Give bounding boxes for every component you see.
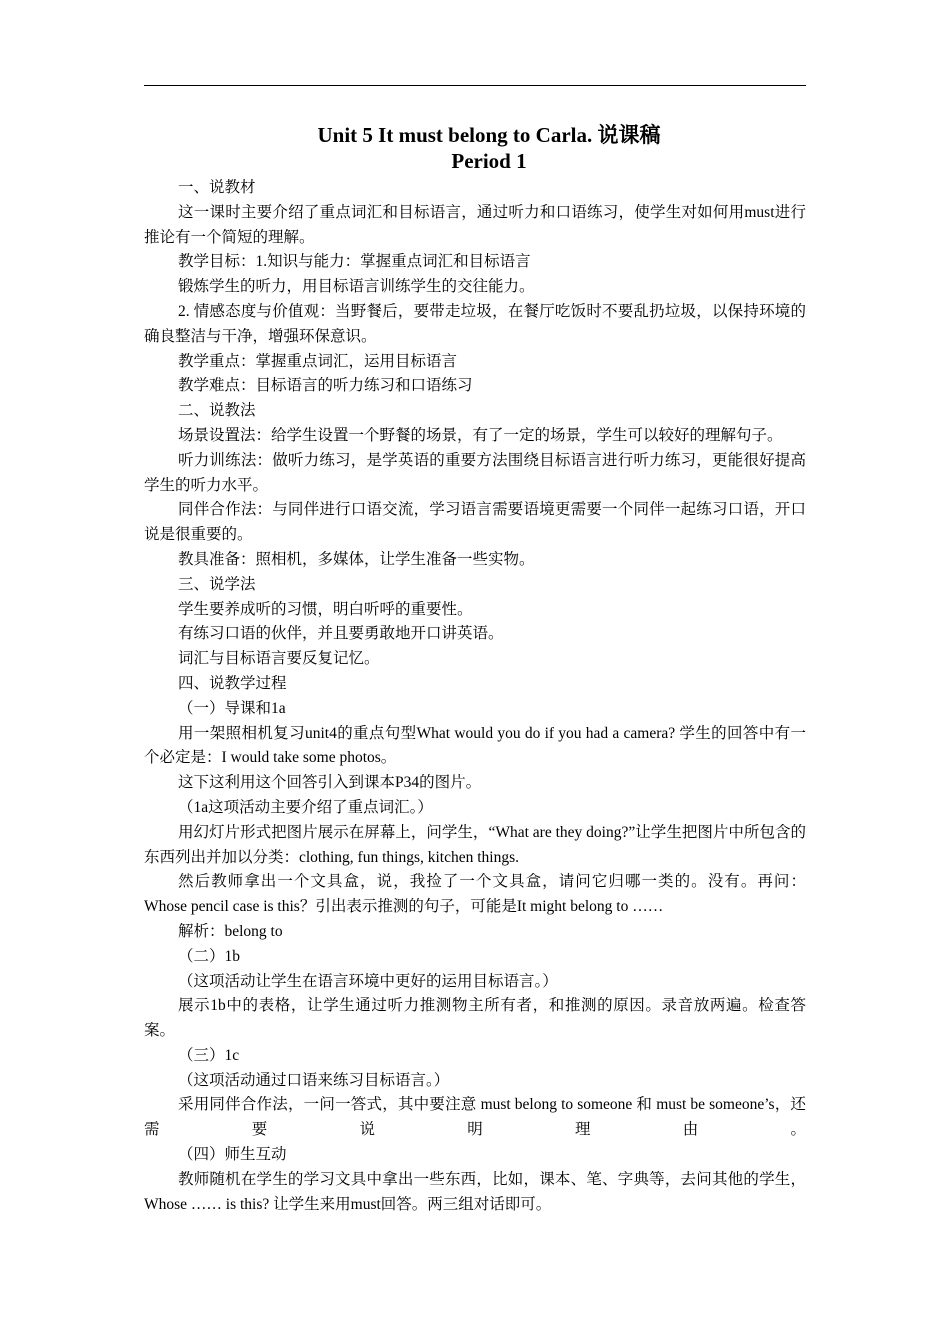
paragraph: 这下这利用这个回答引入到课本P34的图片。 [178, 774, 482, 792]
paragraph: 学生要养成听的习惯，明白听呼的重要性。 [178, 600, 473, 618]
paragraph: 教师随机在学生的学习文具中拿出一些东西，比如，课本、笔、字典等，去问其他的学生，Whose …… is this? 让学生来用must回答。两三组对话即可。 [144, 1170, 806, 1213]
paragraph: 三、说学法 [178, 575, 256, 593]
paragraph: 同伴合作法：与同伴进行口语交流，学习语言需要语境更需要一个同伴一起练习口语，开口说是很重要的。 [144, 501, 806, 544]
paragraph: 教学目标：1.知识与能力：掌握重点词汇和目标语言 [178, 253, 531, 271]
paragraph: 用一架照相机复习unit4的重点句型What would you do if you had a camera? 学生的回答中有一个必定是：I would take some photos。 [144, 724, 806, 767]
paragraph: 四、说教学过程 [178, 674, 287, 692]
paragraph: 用幻灯片形式把图片展示在屏幕上，问学生，“What are they doing?”让学生把图片中所包含的东西列出并加以分类：clothing, fun things, kitchen things. [144, 823, 806, 866]
paragraph: 展示1b中的表格，让学生通过听力推测物主所有者，和推测的原因。录音放两遍。检查答案。 [144, 997, 806, 1040]
paragraph: 二、说教法 [178, 402, 256, 420]
document-body [144, 122, 806, 1217]
paragraph: 场景设置法：给学生设置一个野餐的场景，有了一定的场景，学生可以较好的理解句子。 [178, 426, 783, 444]
paragraph: （1a这项活动主要介绍了重点词汇。） [178, 798, 433, 816]
paragraph: 一、说教材 [178, 179, 256, 196]
paragraph: 采用同伴合作法，一问一答式，其中要注意 must belong to someone 和 must be someone’s，还需要说明理由。 [144, 1096, 806, 1139]
paragraph: 教具准备：照相机，多媒体，让学生准备一些实物。 [178, 550, 535, 568]
paragraph-list [144, 176, 806, 1217]
paragraph: 有练习口语的伙伴，并且要勇敢地开口讲英语。 [178, 625, 504, 643]
paragraph: 解析：belong to [178, 922, 283, 940]
paragraph: 然后教师拿出一个文具盒，说，我捡了一个文具盒，请问它归哪一类的。没有。再问：Whose pencil case is this？引出表示推测的句子，可能是It might belong to …… [144, 873, 806, 916]
header-rule [144, 85, 806, 86]
paragraph: 教学难点：目标语言的听力练习和口语练习 [178, 377, 473, 395]
paragraph: 这一课时主要介绍了重点词汇和目标语言，通过听力和口语练习，使学生对如何用must进行推论有一个简短的理解。 [144, 203, 806, 246]
paragraph: 听力训练法：做听力练习，是学英语的重要方法围绕目标语言进行听力练习，更能很好提高学生的听力水平。 [144, 451, 806, 494]
paragraph: （四）师生互动 [178, 1146, 287, 1164]
paragraph: （三）1c [178, 1046, 240, 1064]
document-subtitle: Period 1 [451, 149, 527, 173]
paragraph: 锻炼学生的听力，用目标语言训练学生的交往能力。 [178, 278, 535, 296]
paragraph: （这项活动让学生在语言环境中更好的运用目标语言。） [178, 972, 558, 990]
paragraph: （一）导课和1a [178, 699, 286, 717]
paragraph: 教学重点：掌握重点词汇，运用目标语言 [178, 352, 458, 370]
paragraph: 2. 情感态度与价值观：当野餐后，要带走垃圾，在餐厅吃饭时不要乱扔垃圾，以保持环境的确良整洁与干净，增强环保意识。 [144, 302, 806, 345]
paragraph: （二）1b [178, 947, 241, 965]
document-title: Unit 5 It must belong to Carla. 说课稿 [317, 123, 661, 147]
paragraph: （这项活动通过口语来练习目标语言。） [178, 1071, 450, 1089]
paragraph: 词汇与目标语言要反复记忆。 [178, 650, 380, 668]
